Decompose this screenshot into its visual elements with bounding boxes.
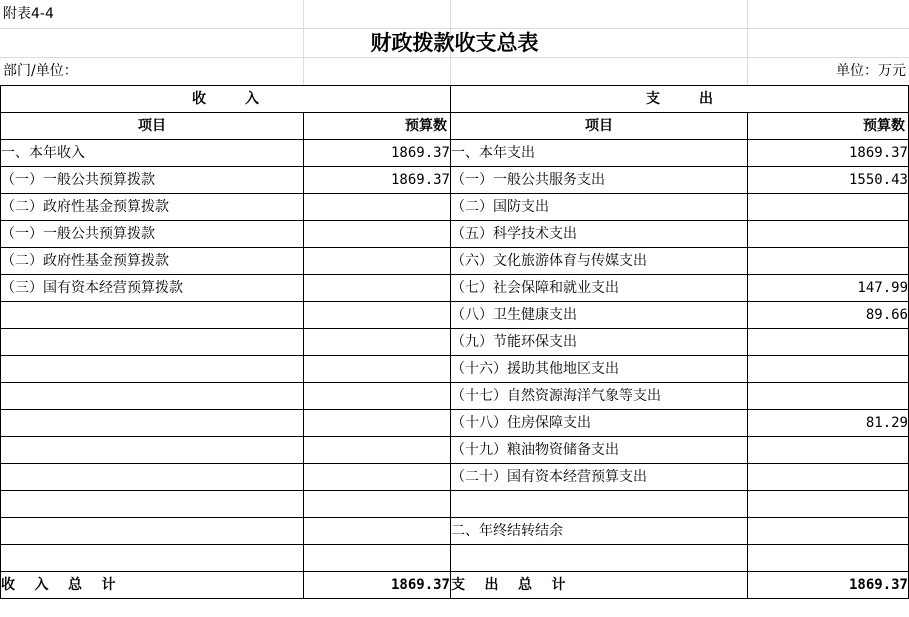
income-item-cell[interactable]: （二）政府性基金预算拨款 bbox=[1, 248, 304, 275]
income-value-cell[interactable] bbox=[304, 410, 451, 437]
expense-value-cell[interactable] bbox=[748, 518, 909, 545]
income-value-cell[interactable] bbox=[304, 329, 451, 356]
income-item-cell[interactable]: （三）国有资本经营预算拨款 bbox=[1, 275, 304, 302]
table-row bbox=[1, 383, 909, 410]
income-value-cell[interactable] bbox=[304, 302, 451, 329]
expense-total-label[interactable]: 支 出 总 计 bbox=[451, 572, 748, 599]
income-item-cell[interactable] bbox=[1, 437, 304, 464]
expense-value-cell[interactable]: 147.99 bbox=[748, 275, 909, 302]
expense-value-cell[interactable]: 81.29 bbox=[748, 410, 909, 437]
income-item-cell[interactable] bbox=[1, 464, 304, 491]
table-row bbox=[1, 329, 909, 356]
income-value-cell[interactable] bbox=[304, 221, 451, 248]
income-value-cell[interactable] bbox=[304, 275, 451, 302]
section-header-row bbox=[1, 86, 909, 113]
expense-item-cell[interactable] bbox=[451, 545, 748, 572]
income-budget-header[interactable]: 预算数 bbox=[304, 113, 451, 140]
expense-item-cell[interactable]: （六）文化旅游体育与传媒支出 bbox=[451, 248, 748, 275]
expense-item-cell[interactable] bbox=[451, 491, 748, 518]
income-total-value[interactable]: 1869.37 bbox=[304, 572, 451, 599]
income-value-cell[interactable] bbox=[304, 518, 451, 545]
expense-value-cell[interactable] bbox=[748, 356, 909, 383]
income-item-header[interactable]: 项目 bbox=[1, 113, 304, 140]
unit-label[interactable]: 单位：万元 bbox=[836, 63, 906, 79]
table-row bbox=[1, 275, 909, 302]
income-value-cell[interactable] bbox=[304, 356, 451, 383]
income-value-cell[interactable]: 1869.37 bbox=[304, 167, 451, 194]
expense-value-cell[interactable] bbox=[748, 329, 909, 356]
income-item-cell[interactable] bbox=[1, 302, 304, 329]
table-row bbox=[1, 140, 909, 167]
income-item-cell[interactable] bbox=[1, 356, 304, 383]
income-value-cell[interactable] bbox=[304, 464, 451, 491]
expense-item-cell[interactable]: （二）国防支出 bbox=[451, 194, 748, 221]
table-row bbox=[1, 356, 909, 383]
expense-value-cell[interactable] bbox=[748, 383, 909, 410]
table-note[interactable]: 附表4-4 bbox=[3, 6, 54, 22]
expense-value-cell[interactable] bbox=[748, 194, 909, 221]
income-item-cell[interactable] bbox=[1, 410, 304, 437]
income-item-cell[interactable] bbox=[1, 329, 304, 356]
table-row bbox=[1, 545, 909, 572]
expense-value-cell[interactable] bbox=[748, 491, 909, 518]
table-row bbox=[1, 410, 909, 437]
expense-value-cell[interactable] bbox=[748, 221, 909, 248]
expense-value-cell[interactable] bbox=[748, 437, 909, 464]
income-value-cell[interactable] bbox=[304, 194, 451, 221]
totals-row bbox=[1, 572, 909, 599]
income-header[interactable]: 收 入 bbox=[1, 86, 451, 113]
expense-budget-header[interactable]: 预算数 bbox=[748, 113, 909, 140]
expense-item-cell[interactable]: （五）科学技术支出 bbox=[451, 221, 748, 248]
expense-item-cell[interactable]: （十七）自然资源海洋气象等支出 bbox=[451, 383, 748, 410]
income-item-cell[interactable]: （一）一般公共预算拨款 bbox=[1, 221, 304, 248]
page-title[interactable]: 财政拨款收支总表 bbox=[370, 30, 539, 55]
expense-item-header[interactable]: 项目 bbox=[451, 113, 748, 140]
expense-item-cell[interactable]: （七）社会保障和就业支出 bbox=[451, 275, 748, 302]
column-header-row bbox=[1, 113, 909, 140]
expense-item-cell[interactable]: （一）一般公共服务支出 bbox=[451, 167, 748, 194]
income-item-cell[interactable]: 一、本年收入 bbox=[1, 140, 304, 167]
expense-value-cell[interactable]: 1550.43 bbox=[748, 167, 909, 194]
income-item-cell[interactable] bbox=[1, 518, 304, 545]
expense-value-cell[interactable] bbox=[748, 248, 909, 275]
expense-item-cell[interactable]: （十九）粮油物资储备支出 bbox=[451, 437, 748, 464]
income-value-cell[interactable] bbox=[304, 248, 451, 275]
expense-total-value[interactable]: 1869.37 bbox=[748, 572, 909, 599]
table-row bbox=[1, 302, 909, 329]
expense-value-cell[interactable] bbox=[748, 545, 909, 572]
table-row bbox=[1, 518, 909, 545]
department-label[interactable]: 部门/单位： bbox=[3, 63, 78, 79]
table-row bbox=[1, 464, 909, 491]
table-row bbox=[1, 437, 909, 464]
expense-item-cell[interactable]: （九）节能环保支出 bbox=[451, 329, 748, 356]
expense-item-cell[interactable]: 一、本年支出 bbox=[451, 140, 748, 167]
table-row bbox=[1, 248, 909, 275]
expense-value-cell[interactable] bbox=[748, 464, 909, 491]
expense-value-cell[interactable]: 1869.37 bbox=[748, 140, 909, 167]
income-total-label[interactable]: 收 入 总 计 bbox=[1, 572, 304, 599]
income-value-cell[interactable] bbox=[304, 491, 451, 518]
budget-table bbox=[0, 85, 909, 599]
income-item-cell[interactable] bbox=[1, 491, 304, 518]
income-item-cell[interactable] bbox=[1, 545, 304, 572]
income-item-cell[interactable]: （二）政府性基金预算拨款 bbox=[1, 194, 304, 221]
expense-item-cell[interactable]: （十六）援助其他地区支出 bbox=[451, 356, 748, 383]
table-row bbox=[1, 491, 909, 518]
expense-item-cell[interactable]: （十八）住房保障支出 bbox=[451, 410, 748, 437]
income-item-cell[interactable]: （一）一般公共预算拨款 bbox=[1, 167, 304, 194]
table-row bbox=[1, 221, 909, 248]
income-item-cell[interactable] bbox=[1, 383, 304, 410]
expense-item-cell[interactable]: 二、年终结转结余 bbox=[451, 518, 748, 545]
expense-item-cell[interactable]: （二十）国有资本经营预算支出 bbox=[451, 464, 748, 491]
income-value-cell[interactable]: 1869.37 bbox=[304, 140, 451, 167]
income-value-cell[interactable] bbox=[304, 437, 451, 464]
expense-value-cell[interactable]: 89.66 bbox=[748, 302, 909, 329]
expense-item-cell[interactable]: （八）卫生健康支出 bbox=[451, 302, 748, 329]
table-row bbox=[1, 194, 909, 221]
income-value-cell[interactable] bbox=[304, 545, 451, 572]
expense-header[interactable]: 支 出 bbox=[451, 86, 909, 113]
income-value-cell[interactable] bbox=[304, 383, 451, 410]
table-row bbox=[1, 167, 909, 194]
